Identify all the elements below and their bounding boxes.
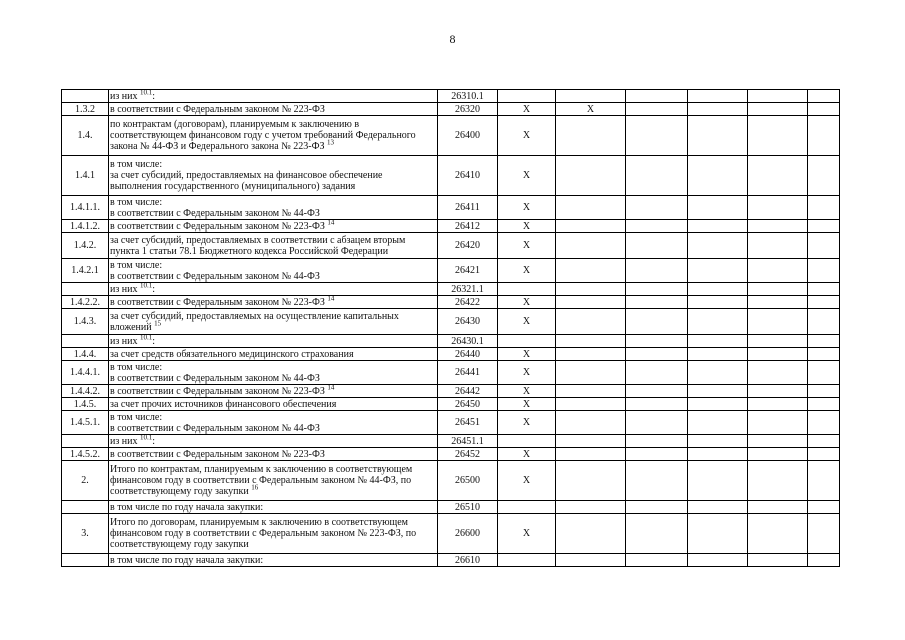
row-number (62, 335, 109, 348)
table-row (62, 435, 840, 448)
row-mark-1 (498, 335, 556, 348)
row-value-cell (688, 411, 748, 435)
table-row (62, 554, 840, 567)
row-label-suffix: : (152, 90, 156, 102)
row-label-text: в том числе: (110, 361, 163, 373)
row-value-cell (808, 283, 840, 296)
row-value-cell (626, 501, 688, 514)
row-code: 26430 (438, 309, 498, 335)
row-value-cell (808, 335, 840, 348)
row-value-cell (626, 233, 688, 259)
row-mark-1 (498, 283, 556, 296)
row-value-cell (626, 385, 688, 398)
row-code: 26450 (438, 398, 498, 411)
footnote-marker: 14 (327, 295, 335, 303)
row-number: 1.4.1 (62, 156, 109, 196)
row-label-text: в соответствии с Федеральным законом № 44-ФЗ (110, 207, 320, 219)
row-mark-1: X (498, 196, 556, 220)
row-label (109, 196, 438, 220)
row-value-cell (748, 103, 808, 116)
row-value-cell (748, 514, 808, 554)
table-row (62, 196, 840, 220)
row-mark-1: X (498, 348, 556, 361)
row-value-cell (808, 196, 840, 220)
row-value-cell (808, 514, 840, 554)
row-label-text: Итого по договорам, планируемым к заключению в соответствующем финансовом году в соответствии с Федеральным законом № 223-ФЗ, по соответствующему году закупки (110, 517, 417, 550)
row-label (109, 90, 438, 103)
row-value-cell (748, 233, 808, 259)
row-value-cell (688, 348, 748, 361)
row-mark-2 (556, 411, 626, 435)
row-mark-1: X (498, 361, 556, 385)
row-mark-1: X (498, 156, 556, 196)
row-value-cell (748, 448, 808, 461)
row-code: 26510 (438, 501, 498, 514)
row-mark-1 (498, 90, 556, 103)
row-label (109, 103, 438, 116)
row-label-text: за счет субсидий, предоставляемых на финансовое обеспечение выполнения государственного (муниципального) задания (110, 170, 383, 192)
row-value-cell (748, 296, 808, 309)
row-label-text: Итого по контрактам, планируемым к заключению в соответствующем финансовом году в соответствии с Федеральным законом № 44-ФЗ, по соответствующему году закупки (110, 464, 413, 497)
row-value-cell (748, 554, 808, 567)
row-code: 26421 (438, 259, 498, 283)
row-value-cell (748, 501, 808, 514)
row-label-text: в соответствии с Федеральным законом № 223-ФЗ (110, 220, 328, 232)
row-label (109, 309, 438, 335)
row-number: 1.4.1.2. (62, 220, 109, 233)
row-code: 26440 (438, 348, 498, 361)
row-number: 1.4.4.2. (62, 385, 109, 398)
row-mark-1: X (498, 514, 556, 554)
row-value-cell (748, 116, 808, 156)
row-value-cell (688, 554, 748, 567)
row-mark-2 (556, 398, 626, 411)
row-value-cell (626, 103, 688, 116)
row-mark-2 (556, 501, 626, 514)
table-row (62, 514, 840, 554)
row-value-cell (808, 296, 840, 309)
row-value-cell (688, 335, 748, 348)
row-number: 1.3.2 (62, 103, 109, 116)
row-value-cell (626, 554, 688, 567)
row-value-cell (748, 309, 808, 335)
row-label-text: в том числе по году начала закупки: (110, 554, 264, 566)
row-value-cell (808, 361, 840, 385)
row-value-cell (808, 348, 840, 361)
row-mark-2 (556, 259, 626, 283)
row-code: 26411 (438, 196, 498, 220)
row-label-text: в том числе: (110, 259, 163, 271)
row-value-cell (626, 435, 688, 448)
table-row (62, 411, 840, 435)
row-mark-2 (556, 348, 626, 361)
row-label-text: в соответствии с Федеральным законом № 44-ФЗ (110, 372, 320, 384)
table-row (62, 309, 840, 335)
row-number (62, 283, 109, 296)
table-row (62, 385, 840, 398)
row-mark-2 (556, 335, 626, 348)
table-row (62, 296, 840, 309)
row-number (62, 501, 109, 514)
table-row (62, 398, 840, 411)
row-value-cell (748, 361, 808, 385)
row-value-cell (748, 398, 808, 411)
row-label-text: в том числе: (110, 196, 163, 208)
row-label-text: за счет средств обязательного медицинского страхования (110, 348, 354, 360)
row-value-cell (748, 90, 808, 103)
row-value-cell (808, 461, 840, 501)
row-mark-2 (556, 196, 626, 220)
footnote-marker: 10.1 (140, 434, 153, 442)
row-value-cell (626, 398, 688, 411)
row-code: 26430.1 (438, 335, 498, 348)
table-row (62, 103, 840, 116)
row-code: 26610 (438, 554, 498, 567)
row-value-cell (808, 259, 840, 283)
row-value-cell (808, 398, 840, 411)
row-mark-1: X (498, 103, 556, 116)
row-value-cell (688, 435, 748, 448)
row-value-cell (748, 259, 808, 283)
row-value-cell (688, 448, 748, 461)
row-label (109, 501, 438, 514)
row-label (109, 116, 438, 156)
row-mark-1: X (498, 233, 556, 259)
row-label-text: по контрактам (договорам), планируемым к заключению в соответствующем финансовом году с учетом требований Федерального закона № 44-ФЗ и Федерального закона № 223-ФЗ (110, 119, 416, 152)
row-label (109, 514, 438, 554)
row-value-cell (626, 116, 688, 156)
row-value-cell (748, 411, 808, 435)
footnote-marker: 10.1 (140, 89, 153, 97)
row-label-text: в соответствии с Федеральным законом № 44-ФЗ (110, 270, 320, 282)
row-value-cell (688, 461, 748, 501)
row-value-cell (748, 335, 808, 348)
row-value-cell (808, 411, 840, 435)
row-value-cell (808, 448, 840, 461)
row-mark-1: X (498, 448, 556, 461)
row-mark-1: X (498, 461, 556, 501)
row-code: 26600 (438, 514, 498, 554)
row-mark-2 (556, 448, 626, 461)
row-mark-2 (556, 116, 626, 156)
row-code: 26400 (438, 116, 498, 156)
row-label (109, 156, 438, 196)
row-number: 1.4.3. (62, 309, 109, 335)
row-label-text: из них (110, 335, 141, 347)
row-label-suffix: : (152, 283, 156, 295)
row-mark-2 (556, 554, 626, 567)
row-mark-2 (556, 435, 626, 448)
table-row (62, 116, 840, 156)
row-mark-1: X (498, 309, 556, 335)
row-label-text: из них (110, 435, 141, 447)
row-value-cell (808, 501, 840, 514)
row-code: 26441 (438, 361, 498, 385)
row-value-cell (748, 220, 808, 233)
row-mark-1: X (498, 398, 556, 411)
row-label (109, 283, 438, 296)
row-label (109, 554, 438, 567)
row-value-cell (808, 309, 840, 335)
row-code: 26420 (438, 233, 498, 259)
row-value-cell (626, 461, 688, 501)
row-number: 3. (62, 514, 109, 554)
row-value-cell (626, 220, 688, 233)
table-row (62, 220, 840, 233)
table-row (62, 90, 840, 103)
row-mark-2: X (556, 103, 626, 116)
row-label-text: из них (110, 90, 141, 102)
row-value-cell (748, 435, 808, 448)
row-value-cell (808, 435, 840, 448)
row-value-cell (688, 398, 748, 411)
row-mark-2 (556, 385, 626, 398)
row-label-suffix: : (152, 435, 156, 447)
row-value-cell (626, 196, 688, 220)
row-value-cell (808, 220, 840, 233)
row-value-cell (808, 233, 840, 259)
row-label (109, 398, 438, 411)
row-value-cell (688, 283, 748, 296)
row-number: 1.4.2.1 (62, 259, 109, 283)
table-row (62, 283, 840, 296)
row-value-cell (626, 361, 688, 385)
row-value-cell (808, 385, 840, 398)
row-code: 26422 (438, 296, 498, 309)
row-value-cell (626, 448, 688, 461)
row-label (109, 233, 438, 259)
table-row (62, 348, 840, 361)
row-value-cell (688, 296, 748, 309)
row-mark-1: X (498, 411, 556, 435)
row-value-cell (688, 361, 748, 385)
row-mark-1: X (498, 220, 556, 233)
row-number: 1.4.5. (62, 398, 109, 411)
row-value-cell (808, 554, 840, 567)
row-value-cell (808, 90, 840, 103)
row-mark-1: X (498, 116, 556, 156)
row-code: 26451.1 (438, 435, 498, 448)
row-code: 26321.1 (438, 283, 498, 296)
row-label-text: в соответствии с Федеральным законом № 44-ФЗ (110, 422, 320, 434)
row-value-cell (688, 90, 748, 103)
row-value-cell (626, 514, 688, 554)
row-value-cell (688, 220, 748, 233)
row-label (109, 411, 438, 435)
row-number: 1.4.2. (62, 233, 109, 259)
row-mark-2 (556, 220, 626, 233)
row-value-cell (626, 411, 688, 435)
row-value-cell (748, 385, 808, 398)
page-number: 8 (449, 32, 456, 46)
row-value-cell (688, 103, 748, 116)
row-value-cell (688, 196, 748, 220)
footnote-marker: 15 (154, 319, 162, 328)
row-label (109, 435, 438, 448)
row-label-text: за счет субсидий, предоставляемых в соответствии с абзацем вторым пункта 1 статьи 78.1 Бюджетного кодекса Российской Федерации (110, 234, 406, 257)
row-code: 26412 (438, 220, 498, 233)
row-label (109, 220, 438, 233)
row-mark-1 (498, 554, 556, 567)
row-label-text: в соответствии с Федеральным законом № 223-ФЗ (110, 296, 328, 308)
row-label-text: в том числе по году начала закупки: (110, 501, 264, 513)
row-label (109, 385, 438, 398)
row-mark-2 (556, 361, 626, 385)
budget-table (61, 89, 840, 567)
footnote-marker: 13 (327, 138, 334, 147)
table-row (62, 448, 840, 461)
row-value-cell (688, 156, 748, 196)
row-label (109, 296, 438, 309)
row-label (109, 335, 438, 348)
row-mark-2 (556, 309, 626, 335)
table-row (62, 501, 840, 514)
row-mark-2 (556, 514, 626, 554)
row-number: 2. (62, 461, 109, 501)
footnote-marker: 16 (251, 483, 259, 492)
row-value-cell (626, 283, 688, 296)
row-mark-2 (556, 283, 626, 296)
row-value-cell (626, 309, 688, 335)
row-value-cell (626, 90, 688, 103)
row-mark-1: X (498, 296, 556, 309)
row-number (62, 554, 109, 567)
row-value-cell (688, 259, 748, 283)
row-code: 26320 (438, 103, 498, 116)
row-code: 26500 (438, 461, 498, 501)
row-number: 1.4.2.2. (62, 296, 109, 309)
row-mark-2 (556, 156, 626, 196)
row-value-cell (748, 283, 808, 296)
row-mark-2 (556, 233, 626, 259)
row-code: 26442 (438, 385, 498, 398)
row-label-text: из них (110, 283, 141, 295)
row-number: 1.4.5.1. (62, 411, 109, 435)
row-label-text: в соответствии с Федеральным законом № 223-ФЗ (110, 385, 328, 397)
row-number: 1.4.1.1. (62, 196, 109, 220)
row-label-text: в том числе: (110, 411, 163, 423)
table-row (62, 361, 840, 385)
row-value-cell (808, 116, 840, 156)
row-value-cell (748, 461, 808, 501)
row-value-cell (626, 156, 688, 196)
row-mark-1 (498, 435, 556, 448)
row-label-text: в соответствии с Федеральным законом № 223-ФЗ (110, 448, 325, 460)
row-number (62, 435, 109, 448)
row-mark-1: X (498, 385, 556, 398)
row-number: 1.4.5.2. (62, 448, 109, 461)
table-row (62, 461, 840, 501)
row-label-text: в том числе: (110, 159, 163, 170)
row-value-cell (808, 103, 840, 116)
row-value-cell (688, 501, 748, 514)
row-number: 1.4.4. (62, 348, 109, 361)
row-value-cell (808, 156, 840, 196)
row-value-cell (688, 309, 748, 335)
row-mark-2 (556, 461, 626, 501)
footnote-marker: 14 (327, 384, 335, 392)
table-row (62, 259, 840, 283)
row-value-cell (626, 335, 688, 348)
row-code: 26452 (438, 448, 498, 461)
row-number: 1.4. (62, 116, 109, 156)
row-label (109, 348, 438, 361)
row-value-cell (626, 296, 688, 309)
row-value-cell (748, 156, 808, 196)
row-value-cell (688, 385, 748, 398)
row-value-cell (626, 259, 688, 283)
table-row (62, 233, 840, 259)
table-body (62, 90, 840, 567)
row-mark-1 (498, 501, 556, 514)
row-number (62, 90, 109, 103)
table-row (62, 156, 840, 196)
row-mark-2 (556, 296, 626, 309)
row-label (109, 461, 438, 501)
row-value-cell (688, 514, 748, 554)
row-mark-1: X (498, 259, 556, 283)
row-label (109, 361, 438, 385)
row-code: 26410 (438, 156, 498, 196)
table-row (62, 335, 840, 348)
row-value-cell (748, 348, 808, 361)
row-code: 26451 (438, 411, 498, 435)
row-code: 26310.1 (438, 90, 498, 103)
row-number: 1.4.4.1. (62, 361, 109, 385)
row-label (109, 448, 438, 461)
row-value-cell (748, 196, 808, 220)
row-label-suffix: : (152, 335, 156, 347)
row-value-cell (626, 348, 688, 361)
footnote-marker: 10.1 (140, 282, 153, 290)
footnote-marker: 10.1 (140, 334, 153, 342)
row-label-text: за счет субсидий, предоставляемых на осуществление капитальных вложений (110, 310, 399, 333)
row-label-text: за счет прочих источников финансового обеспечения (110, 398, 337, 410)
row-mark-2 (556, 90, 626, 103)
row-label-text: в соответствии с Федеральным законом № 223-ФЗ (110, 103, 325, 115)
row-value-cell (688, 233, 748, 259)
footnote-marker: 14 (327, 219, 335, 227)
row-value-cell (688, 116, 748, 156)
row-label (109, 259, 438, 283)
